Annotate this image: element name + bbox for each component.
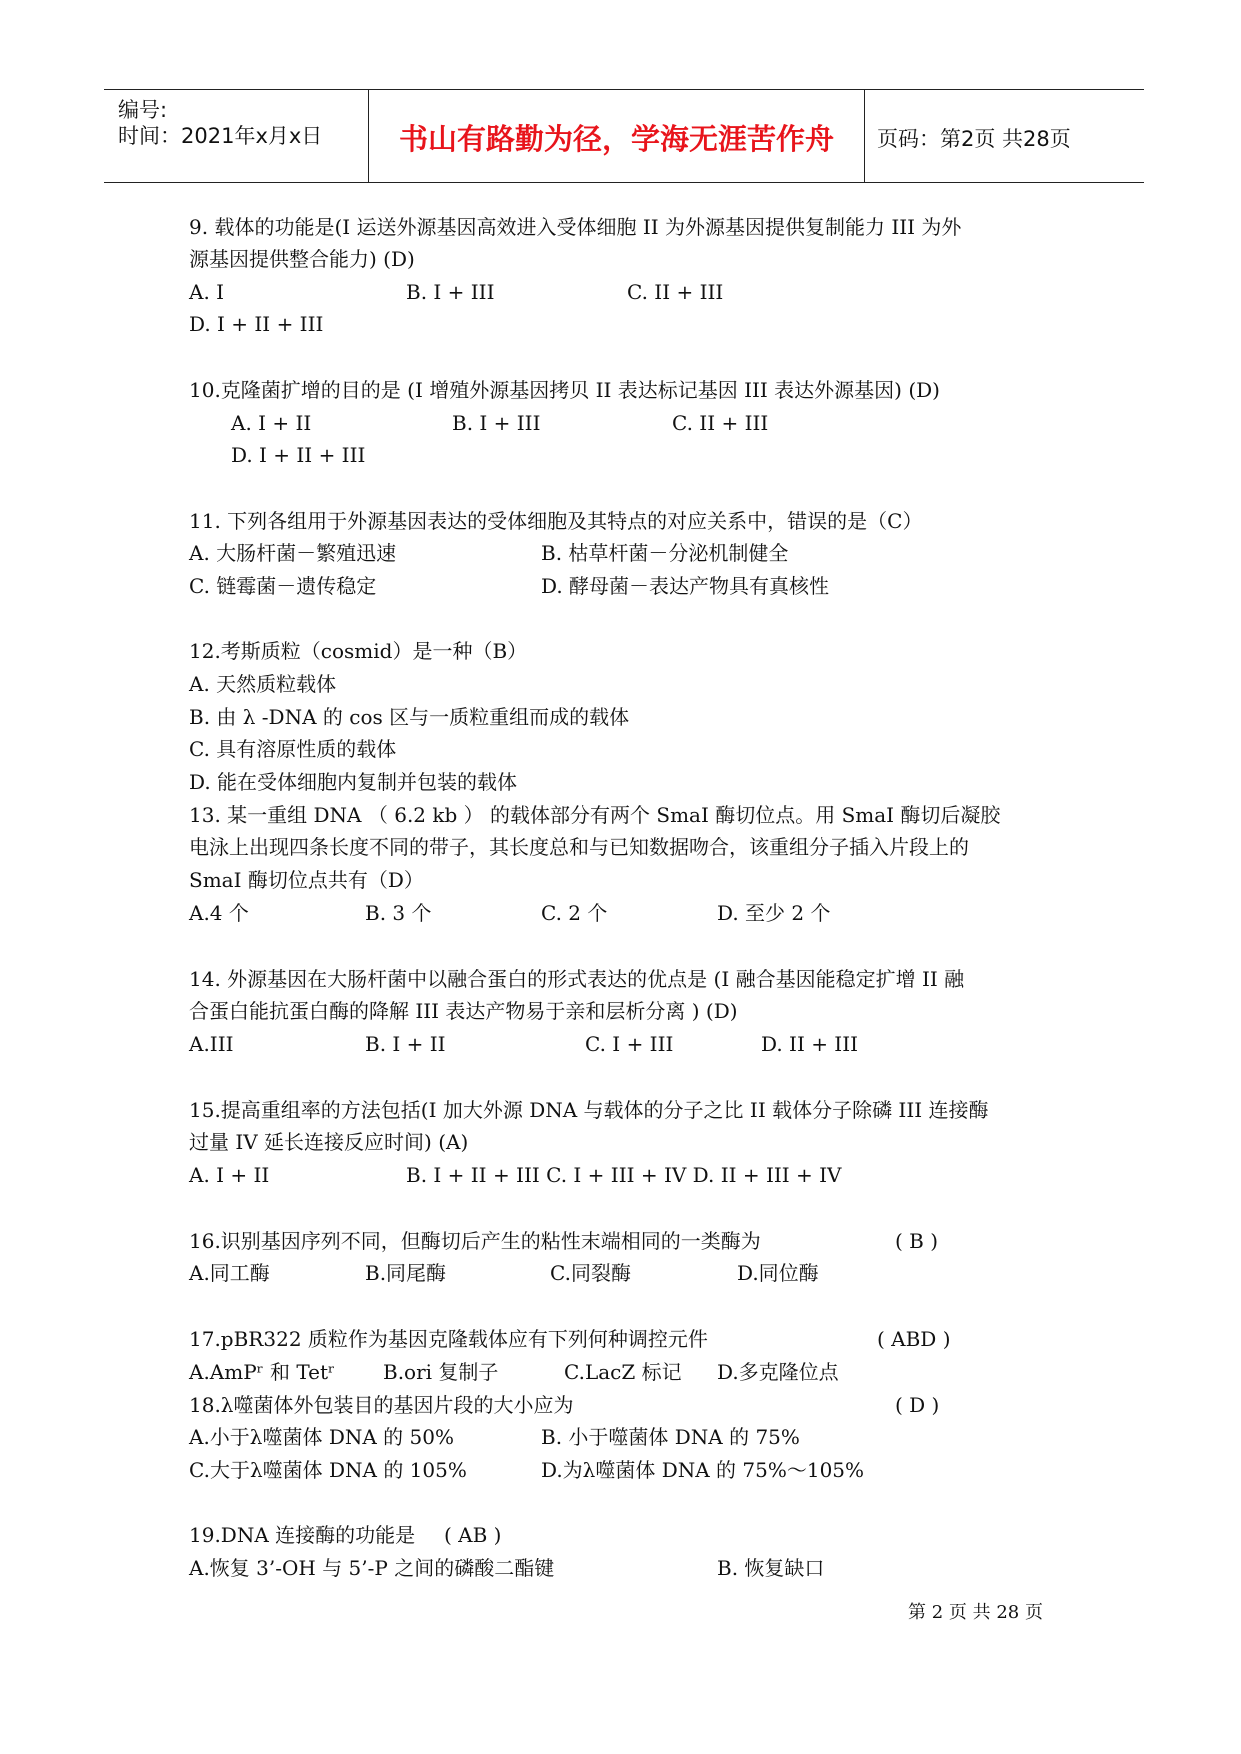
option-a: A. 大肠杆菌－繁殖迅速 xyxy=(189,541,397,565)
option-bcd: B. I + II + III C. I + III + IV D. II + III + IV xyxy=(406,1163,842,1187)
header-left-cell xyxy=(104,90,369,182)
option-b: B.ori 复制子 xyxy=(383,1360,499,1384)
option-c: C.LacZ 标记 xyxy=(564,1360,682,1384)
question-text: 电泳上出现四条长度不同的带子，其长度总和与已知数据吻合，该重组分子插入片段上的 xyxy=(189,835,969,859)
header-right-cell xyxy=(865,90,1144,182)
question-text: 13. 某一重组 DNA （ 6.2 kb ） 的载体部分有两个 SmaI 酶切位点。用 SmaI 酶切后凝胶 xyxy=(189,803,1001,827)
answer-bracket: ( ABD ) xyxy=(877,1327,951,1351)
question-text: 11. 下列各组用于外源基因表达的受体细胞及其特点的对应关系中，错误的是（C） xyxy=(189,509,923,533)
option-b: B.同尾酶 xyxy=(365,1261,447,1285)
option-c: C. I + III xyxy=(585,1032,674,1056)
option-b: B. 由 λ -DNA 的 cos 区与一质粒重组而成的载体 xyxy=(189,705,630,729)
option-d: D.多克隆位点 xyxy=(717,1360,839,1384)
option-d: D. II + III xyxy=(761,1032,859,1056)
option-c: C. II + III xyxy=(627,280,724,304)
option-b: B. 小于噬菌体 DNA 的 75% xyxy=(541,1425,800,1449)
option-b: B. 3 个 xyxy=(365,901,432,925)
option-a: A. I + II xyxy=(189,1163,270,1187)
option-d: D.同位酶 xyxy=(737,1261,819,1285)
option-b: B. 恢复缺口 xyxy=(717,1556,825,1580)
question-text: 10.克隆菌扩增的目的是 (I 增殖外源基因拷贝 II 表达标记基因 III 表达外源基因) (D) xyxy=(189,378,940,402)
question-text: 14. 外源基因在大肠杆菌中以融合蛋白的形式表达的优点是 (I 融合基因能稳定扩增 II 融 xyxy=(189,967,965,991)
question-text: 15.提高重组率的方法包括(I 加大外源 DNA 与载体的分子之比 II 载体分子除磷 III 连接酶 xyxy=(189,1098,989,1122)
option-c: C. II + III xyxy=(672,411,769,435)
option-a: A.AmPʳ 和 Tetʳ xyxy=(189,1360,335,1384)
option-a: A. 天然质粒载体 xyxy=(189,672,337,696)
option-b: B. I + III xyxy=(406,280,495,304)
question-text: 18.λ噬菌体外包装目的基因片段的大小应为 xyxy=(189,1393,574,1417)
question-text: 合蛋白能抗蛋白酶的降解 III 表达产物易于亲和层析分离 ) (D) xyxy=(189,999,738,1023)
option-a: A.4 个 xyxy=(189,901,249,925)
question-text: 源基因提供整合能力) (D) xyxy=(189,247,415,271)
option-b: B. I + III xyxy=(452,411,541,435)
question-text: 12.考斯质粒（cosmid）是一种（B） xyxy=(189,639,528,663)
motto: 书山有路勤为径，学海无涯苦作舟 xyxy=(398,122,834,156)
option-d: D.为λ噬菌体 DNA 的 75%～105% xyxy=(541,1458,865,1482)
option-b: B. I + II xyxy=(365,1032,446,1056)
option-a: A.小于λ噬菌体 DNA 的 50% xyxy=(189,1425,454,1449)
number-label: 编号: xyxy=(118,98,168,122)
option-a: A.同工酶 xyxy=(189,1261,270,1285)
answer-bracket: ( B ) xyxy=(895,1229,939,1253)
question-text: 19.DNA 连接酶的功能是 xyxy=(189,1523,416,1547)
answer-bracket: ( D ) xyxy=(895,1393,940,1417)
option-a: A.恢复 3’-OH 与 5’-P 之间的磷酸二酯键 xyxy=(189,1556,555,1580)
option-c: C.大于λ噬菌体 DNA 的 105% xyxy=(189,1458,467,1482)
question-text: 过量 IV 延长连接反应时间) (A) xyxy=(189,1130,469,1154)
option-c: C. 链霉菌－遗传稳定 xyxy=(189,574,377,598)
option-a: A.III xyxy=(189,1032,234,1056)
option-d: D. I + II + III xyxy=(231,443,366,467)
option-c: C. 具有溶原性质的载体 xyxy=(189,737,397,761)
question-text: 16.识别基因序列不同，但酶切后产生的粘性末端相同的一类酶为 xyxy=(189,1229,761,1253)
option-c: C.同裂酶 xyxy=(550,1261,631,1285)
header-middle-cell xyxy=(369,90,865,182)
question-text: 9. 载体的功能是(I 运送外源基因高效进入受体细胞 II 为外源基因提供复制能力 III 为外 xyxy=(189,215,962,239)
option-c: C. 2 个 xyxy=(541,901,608,925)
question-text: 17.pBR322 质粒作为基因克隆载体应有下列何种调控元件 xyxy=(189,1327,708,1351)
option-d: D. 酵母菌－表达产物具有真核性 xyxy=(541,574,830,598)
option-d: D. 至少 2 个 xyxy=(717,901,831,925)
question-text: SmaI 酶切位点共有（D） xyxy=(189,868,424,892)
option-a: A. I + II xyxy=(231,411,312,435)
option-d: D. I + II + III xyxy=(189,312,324,336)
option-b: B. 枯草杆菌－分泌机制健全 xyxy=(541,541,789,565)
page-footer: 第 2 页 共 28 页 xyxy=(908,1602,1043,1623)
option-a: A. I xyxy=(189,280,225,304)
answer-bracket: ( AB ) xyxy=(444,1523,502,1547)
date-label: 时间：2021年x月x日 xyxy=(118,124,323,148)
option-d: D. 能在受体细胞内复制并包装的载体 xyxy=(189,770,518,794)
document-header xyxy=(104,89,1144,183)
page-code: 页码：第2页 共28页 xyxy=(877,127,1071,151)
